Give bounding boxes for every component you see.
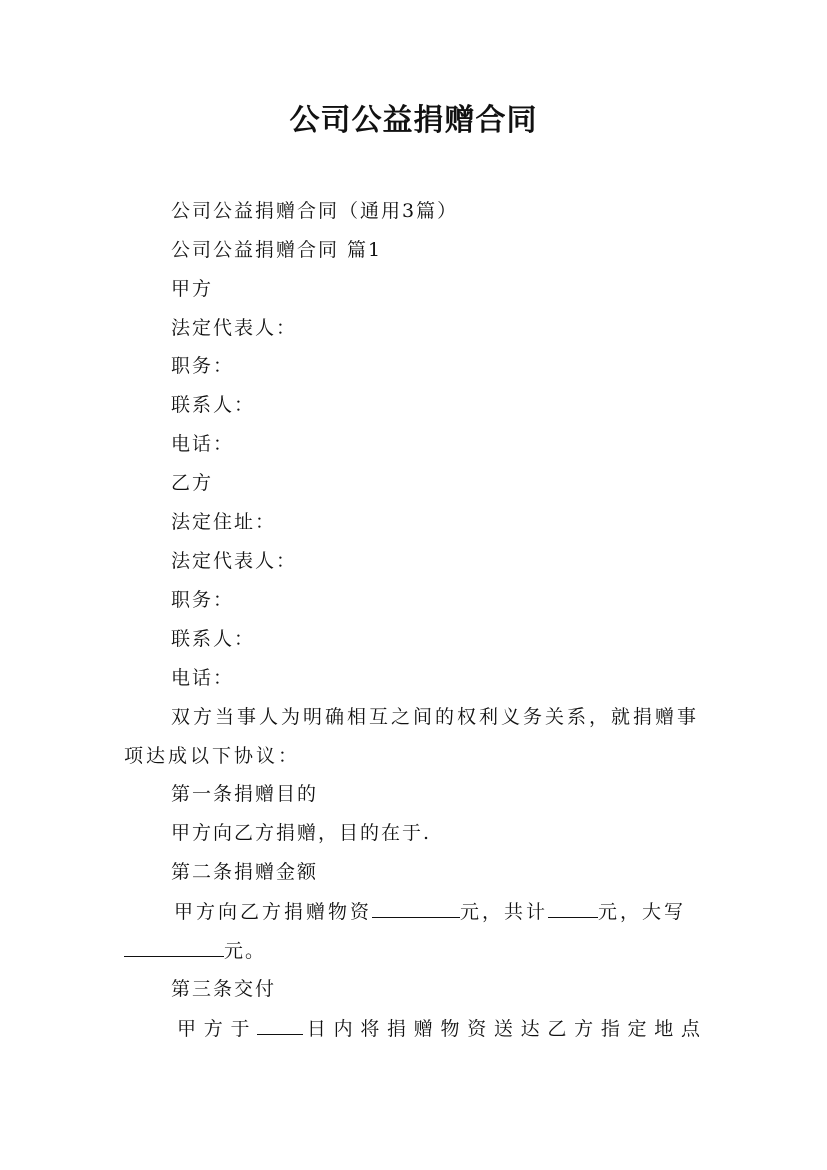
party-a-label: 甲方 [171,278,214,300]
party-b-label: 乙方 [171,472,214,494]
capital-amount-blank [124,938,224,957]
amount-blank [372,899,460,918]
party-b-position: 职务： [171,589,235,611]
article-3-heading: 第三条交付 [171,978,277,1000]
article-1-text: 甲方向乙方捐赠，目的在于. [171,822,432,844]
article-2-text-start: 甲方向乙方捐赠物资 [174,901,373,923]
party-a-phone: 电话： [171,433,235,455]
article-2-text-line1 [174,899,686,924]
party-a-legal-rep: 法定代表人： [171,317,298,339]
days-blank [257,1016,303,1035]
total-blank [548,899,598,918]
section-heading: 公司公益捐赠合同 篇1 [171,239,383,261]
article-2-heading: 第二条捐赠金额 [171,861,319,883]
article-2-text-mid: 元，共计 [460,901,549,923]
party-b-legal-rep: 法定代表人： [171,550,298,572]
party-b-contact: 联系人： [171,628,256,650]
article-3-text-end: 日内将捐赠物资送达乙方指定地点 [303,1018,704,1040]
article-1-heading: 第一条捐赠目的 [171,783,319,805]
party-a-contact: 联系人： [171,394,256,416]
party-a-position: 职务： [171,355,235,377]
article-2-text-end: 元。 [224,940,267,962]
article-3-text [177,1016,704,1041]
article-2-text-capital: 元，大写 [598,901,687,923]
document-title: 公司公益捐赠合同 [289,103,538,138]
party-b-address: 法定住址： [171,511,277,533]
document-subtitle: 公司公益捐赠合同（通用3篇） [171,200,459,222]
article-3-text-start: 甲方于 [177,1018,258,1040]
party-b-phone: 电话： [171,667,235,689]
article-2-text-line2 [124,938,266,963]
agreement-paragraph: 双方当事人为明确相互之间的权利义务关系，就捐赠事项达成以下协议： [124,706,700,767]
